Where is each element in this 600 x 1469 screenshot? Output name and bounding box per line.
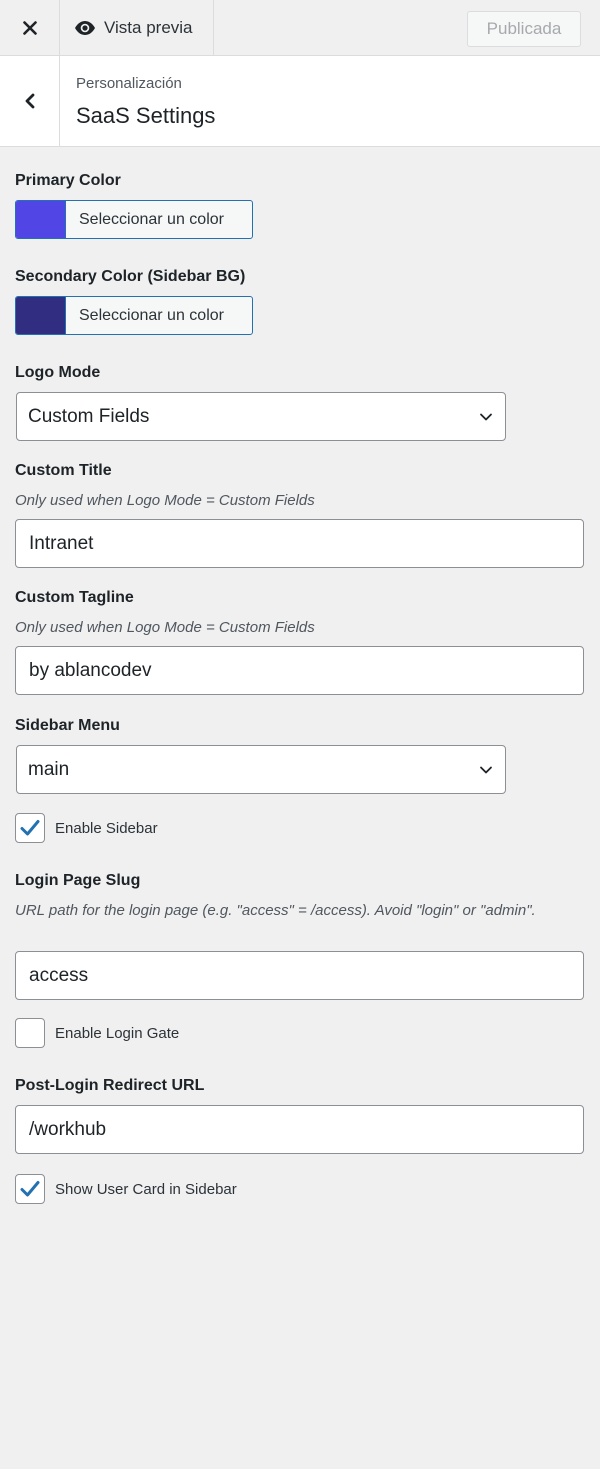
sidebar-menu-value: main [28, 758, 70, 780]
sidebar-menu-select[interactable] [16, 745, 506, 794]
breadcrumb: Personalización [76, 75, 182, 92]
primary-color-picker[interactable] [15, 200, 253, 239]
login-slug-description: URL path for the login page (e.g. "access" = /access). Avoid "login" or "admin". [15, 902, 536, 919]
enable-sidebar-row[interactable] [15, 813, 158, 843]
logo-mode-select[interactable] [16, 392, 506, 441]
preview-label: Vista previa [104, 18, 193, 37]
secondary-color-swatch [16, 297, 66, 334]
show-user-card-row[interactable] [15, 1174, 237, 1204]
primary-color-select-label: Seleccionar un color [79, 210, 224, 228]
secondary-color-select-label: Seleccionar un color [79, 306, 224, 324]
chevron-down-icon [479, 763, 493, 777]
primary-color-label: Primary Color [15, 172, 121, 189]
custom-title-description: Only used when Logo Mode = Custom Fields [15, 492, 315, 509]
chevron-down-icon [479, 410, 493, 424]
customizer-topbar [0, 0, 600, 56]
show-user-card-label: Show User Card in Sidebar [55, 1180, 237, 1198]
secondary-color-picker[interactable] [15, 296, 253, 335]
login-slug-input[interactable]: access [15, 951, 584, 1000]
custom-title-input[interactable]: Intranet [15, 519, 584, 568]
enable-login-gate-checkbox[interactable] [15, 1018, 45, 1048]
chevron-left-icon [24, 93, 36, 109]
checkmark-icon [20, 819, 40, 837]
back-button[interactable] [0, 56, 60, 146]
custom-tagline-input[interactable]: by ablancodev [15, 646, 584, 695]
custom-title-label: Custom Title [15, 462, 112, 479]
logo-mode-value: Custom Fields [28, 405, 150, 427]
enable-login-gate-label: Enable Login Gate [55, 1024, 180, 1042]
redirect-url-label: Post-Login Redirect URL [15, 1077, 205, 1094]
eye-icon [74, 20, 96, 36]
publish-button[interactable]: Publicada [467, 11, 581, 47]
custom-tagline-description: Only used when Logo Mode = Custom Fields [15, 619, 315, 636]
section-header [0, 56, 600, 147]
preview-button[interactable] [60, 0, 214, 56]
enable-login-gate-row[interactable] [15, 1018, 179, 1048]
login-slug-label: Login Page Slug [15, 872, 141, 889]
close-button[interactable] [0, 0, 60, 56]
primary-color-swatch [16, 201, 66, 238]
secondary-color-label: Secondary Color (Sidebar BG) [15, 268, 246, 285]
close-icon [23, 21, 37, 35]
logo-mode-label: Logo Mode [15, 364, 101, 381]
custom-tagline-label: Custom Tagline [15, 589, 134, 606]
show-user-card-checkbox[interactable] [15, 1174, 45, 1204]
enable-sidebar-checkbox[interactable] [15, 813, 45, 843]
page-title: SaaS Settings [76, 103, 216, 128]
checkmark-icon [20, 1180, 40, 1198]
redirect-url-input[interactable]: /workhub [15, 1105, 584, 1154]
enable-sidebar-label: Enable Sidebar [55, 819, 158, 837]
sidebar-menu-label: Sidebar Menu [15, 717, 120, 734]
